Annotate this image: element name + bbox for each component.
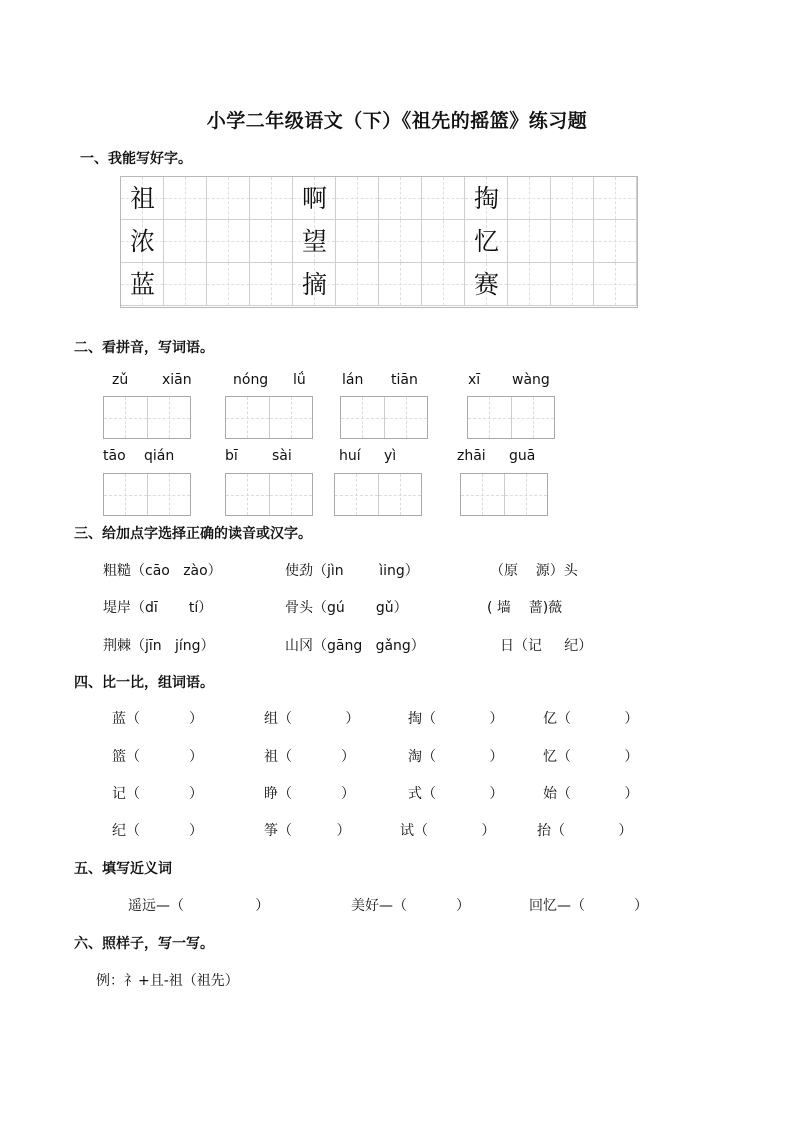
pinyin-label: lǘ	[293, 372, 306, 388]
writing-cell	[551, 177, 594, 220]
model-character: 忆	[473, 227, 499, 256]
pinyin-label: tiān	[391, 372, 418, 388]
tianzige-box[interactable]	[225, 396, 313, 439]
pinyin-label: xī	[468, 372, 481, 388]
writing-cell	[594, 220, 637, 263]
s4-r3-c3: 式（ ）	[408, 786, 504, 802]
writing-cell	[250, 263, 293, 306]
model-character: 赛	[473, 270, 499, 299]
pinyin-label: zǔ	[112, 372, 129, 388]
pinyin-label: bī	[225, 448, 238, 464]
model-character: 浓	[129, 227, 155, 256]
writing-cell	[379, 177, 422, 220]
tianzige-box[interactable]	[460, 473, 548, 516]
tianzige-box[interactable]	[225, 473, 313, 516]
writing-cell	[207, 177, 250, 220]
pinyin-label: huí	[339, 448, 361, 464]
writing-cell	[422, 263, 465, 306]
writing-cell	[508, 177, 551, 220]
s4-r4-c2: 筝（ ）	[264, 823, 351, 839]
s4-r4-c4: 抬（ ）	[537, 823, 633, 839]
writing-cell	[551, 263, 594, 306]
writing-cell	[551, 220, 594, 263]
s3-r1-c1: 粗糙（cāo zào）	[103, 563, 222, 579]
tianzige-box[interactable]	[334, 473, 422, 516]
writing-cell	[336, 220, 379, 263]
writing-cell	[379, 263, 422, 306]
s3-r2-c3: ( 墙 蔷)薇	[487, 600, 563, 616]
pinyin-label: zhāi	[457, 448, 486, 464]
s4-r3-c2: 睁（ ）	[264, 786, 355, 802]
writing-cell	[207, 263, 250, 306]
model-character: 望	[301, 227, 327, 256]
s4-r1-c2: 组（ ）	[264, 711, 360, 727]
s4-r2-c2: 祖（ ）	[264, 749, 355, 765]
pinyin-label: wàng	[512, 372, 550, 388]
model-character: 祖	[129, 184, 155, 213]
tianzige-box[interactable]	[103, 396, 191, 439]
writing-cell	[164, 177, 207, 220]
s5-item-2: 美好—（ ）	[351, 898, 470, 914]
section-5-heading: 五、填写近义词	[74, 861, 172, 877]
s3-r3-c2: 山冈（gāng gǎng）	[285, 638, 425, 654]
s4-r4-c3: 试（ ）	[400, 823, 496, 839]
writing-cell	[336, 263, 379, 306]
s3-r2-c1: 堤岸（dī tí）	[103, 600, 213, 616]
s4-r2-c4: 忆（ ）	[543, 749, 639, 765]
s4-r1-c4: 亿（ ）	[543, 711, 639, 727]
s3-r1-c2: 使劲（jìn ìing）	[285, 563, 419, 579]
pinyin-label: nóng	[233, 372, 269, 388]
writing-cell	[422, 220, 465, 263]
section-2-heading: 二、看拼音，写词语。	[74, 340, 214, 356]
s4-r3-c1: 记（ ）	[112, 786, 203, 802]
model-character: 蓝	[129, 270, 155, 299]
tianzige-box[interactable]	[340, 396, 428, 439]
writing-cell	[379, 220, 422, 263]
s3-r1-c3: （原 源）头	[490, 563, 578, 579]
writing-cell	[422, 177, 465, 220]
section-4-heading: 四、比一比，组词语。	[74, 675, 214, 691]
section-3-heading: 三、给加点字选择正确的读音或汉字。	[74, 526, 312, 542]
writing-cell	[164, 220, 207, 263]
writing-cell	[250, 177, 293, 220]
pinyin-label: guā	[509, 448, 536, 464]
s4-r1-c1: 蓝（ ）	[112, 711, 203, 727]
s5-item-3: 回忆—（ ）	[529, 898, 648, 914]
s4-r1-c3: 掏（ ）	[408, 711, 504, 727]
writing-cell	[164, 263, 207, 306]
model-character: 摘	[301, 270, 327, 299]
pinyin-label: sài	[272, 448, 292, 464]
page-title: 小学二年级语文（下）《祖先的摇篮》练习题	[206, 110, 588, 132]
s4-r3-c4: 始（ ）	[543, 786, 639, 802]
s4-r2-c3: 淘（ ）	[408, 749, 504, 765]
writing-grid	[120, 176, 638, 308]
s5-item-1: 遥远—（ ）	[128, 898, 270, 914]
tianzige-box[interactable]	[467, 396, 555, 439]
s3-r3-c1: 荆棘（jīn jíng）	[103, 638, 215, 654]
s4-r2-c1: 篮（ ）	[112, 749, 203, 765]
s3-r3-c3: 日（记 纪）	[500, 638, 593, 654]
s6-example: 例：礻+且-祖（祖先）	[96, 973, 239, 989]
model-character: 掏	[473, 184, 499, 213]
section-1-heading: 一、我能写好字。	[80, 151, 192, 167]
writing-cell	[594, 263, 637, 306]
section-6-heading: 六、照样子，写一写。	[74, 936, 214, 952]
s4-r4-c1: 纪（ ）	[112, 823, 203, 839]
pinyin-label: tāo	[103, 448, 126, 464]
writing-cell	[594, 177, 637, 220]
pinyin-label: xiān	[162, 372, 192, 388]
pinyin-label: yì	[384, 448, 397, 464]
writing-cell	[207, 220, 250, 263]
pinyin-label: lán	[342, 372, 364, 388]
tianzige-box[interactable]	[103, 473, 191, 516]
writing-cell	[508, 220, 551, 263]
writing-cell	[508, 263, 551, 306]
model-character: 啊	[301, 184, 327, 213]
writing-cell	[250, 220, 293, 263]
s3-r2-c2: 骨头（gú gǔ）	[285, 600, 408, 616]
pinyin-label: qián	[144, 448, 175, 464]
writing-cell	[336, 177, 379, 220]
